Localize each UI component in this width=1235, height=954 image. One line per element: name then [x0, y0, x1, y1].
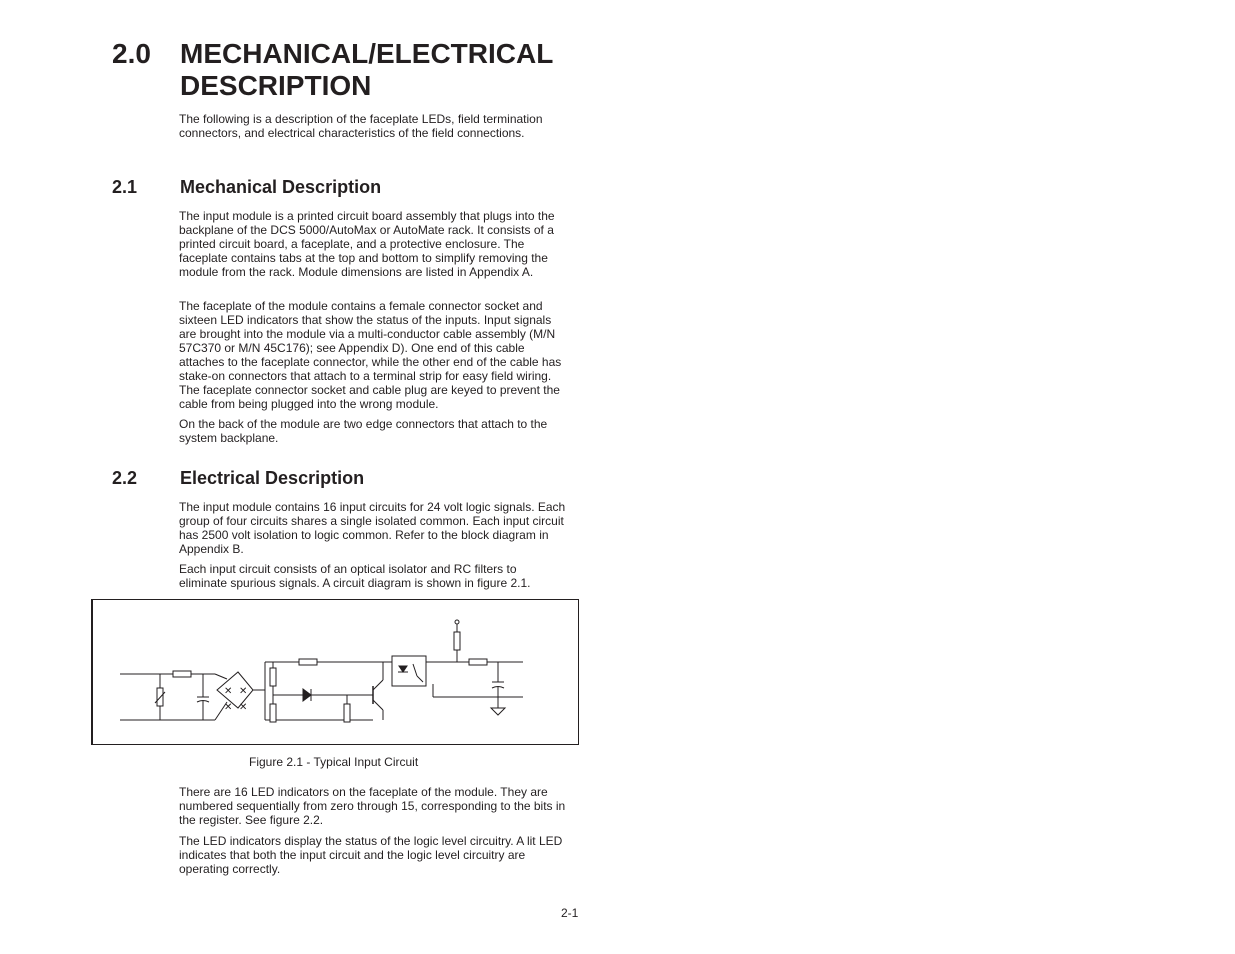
zener-diode — [303, 689, 311, 701]
transistor-emitter — [373, 700, 383, 710]
led-para-2 — [179, 834, 567, 876]
transistor-collector — [373, 680, 383, 690]
bridge-diode-mark-3: ✕ — [224, 702, 233, 713]
vcc-node — [455, 620, 459, 624]
section-2-1-number: 2.1 — [112, 177, 138, 197]
page-number: 2-1 — [561, 906, 579, 920]
section-2-1-para-3 — [179, 417, 567, 445]
chapter-title: MECHANICAL/ELECTRICAL DESCRIPTION — [180, 38, 553, 101]
led-text-1: There are 16 LED indicators on the faceplate of the module. They are numbered sequentially from zero through 15, corresponding to the bits in the register. See figure 2.2. — [179, 785, 566, 827]
figure-caption: Figure 2.1 - Typical Input Circuit — [249, 755, 419, 769]
section-2-1-title: Mechanical Description — [180, 177, 382, 197]
input-circuit-diagram — [93, 600, 579, 744]
bridge-diode-mark-4: ✕ — [239, 702, 248, 713]
bridge-diode-mark-2: ✕ — [239, 686, 248, 697]
section-2-1-text-3: On the back of the module are two edge connectors that attach to the system backplane. — [179, 417, 548, 445]
circuit-figure-frame — [91, 599, 579, 745]
ground-symbol — [491, 708, 505, 715]
input-resistor — [173, 671, 191, 677]
bridge-in-top — [215, 674, 227, 679]
section-2-1-para-2 — [179, 299, 567, 411]
section-2-2-title: Electrical Description — [180, 468, 365, 488]
intro-text: The following is a description of the faceplate LEDs, field termination connectors, and electrical characteristics of the field connections. — [179, 112, 543, 140]
intro-paragraph — [179, 112, 567, 140]
led-text-2: The LED indicators display the status of the logic level circuitry. A lit LED indicates that both the input circuit and the logic level circuitry are operating correctly. — [179, 834, 563, 876]
chapter-number: 2.0 — [112, 38, 151, 69]
bridge-diode-mark-1: ✕ — [224, 686, 233, 697]
section-2-2-number: 2.2 — [112, 468, 138, 488]
section-2-2-text-2: Each input circuit consists of an optical isolator and RC filters to eliminate spurious signals. A circuit diagram is shown in figure 2.1. — [179, 562, 531, 590]
section-2-2-para-2 — [179, 562, 567, 590]
section-2-1-text-2: The faceplate of the module contains a female connector socket and sixteen LED indicators that show the status of the inputs. Input signals are brought into the module via a multi-conductor cable assembly (M/N 57C370 or M/N 45C176); see Appendix D). One end of this cable attaches to the faceplate connector, while the other end of the cable has stake-on connectors that attach to a terminal strip for easy field wiring. The faceplate connector socket and cable plug are keyed to prevent the cable from being plugged into the wrong module. — [179, 299, 562, 411]
rail-resistor — [299, 659, 317, 665]
base-resistor — [344, 704, 350, 722]
optical-isolator — [392, 656, 426, 686]
section-2-2-para-1 — [179, 500, 567, 556]
led-para-1 — [179, 785, 567, 827]
divider-resistor-2 — [270, 704, 276, 722]
divider-resistor-1 — [270, 668, 276, 686]
section-2-2-text-1: The input module contains 16 input circuits for 24 volt logic signals. Each group of four circuits shares a single isolated common. Each input circuit has 2500 volt isolation to logic common. Refer to the block diagram in Appendix B. — [179, 500, 566, 556]
section-2-1-text-1: The input module is a printed circuit board assembly that plugs into the backplane of the DCS 5000/AutoMax or AutoMate rack. It consists of a printed circuit board, a faceplate, and a protective enclosure. The faceplate contains tabs at the top and bottom to simplify removing the module from the rack. Module dimensions are listed in Appendix A. — [179, 209, 555, 279]
section-2-1-para-1 — [179, 209, 567, 279]
pullup-resistor — [454, 632, 460, 650]
output-resistor — [469, 659, 487, 665]
